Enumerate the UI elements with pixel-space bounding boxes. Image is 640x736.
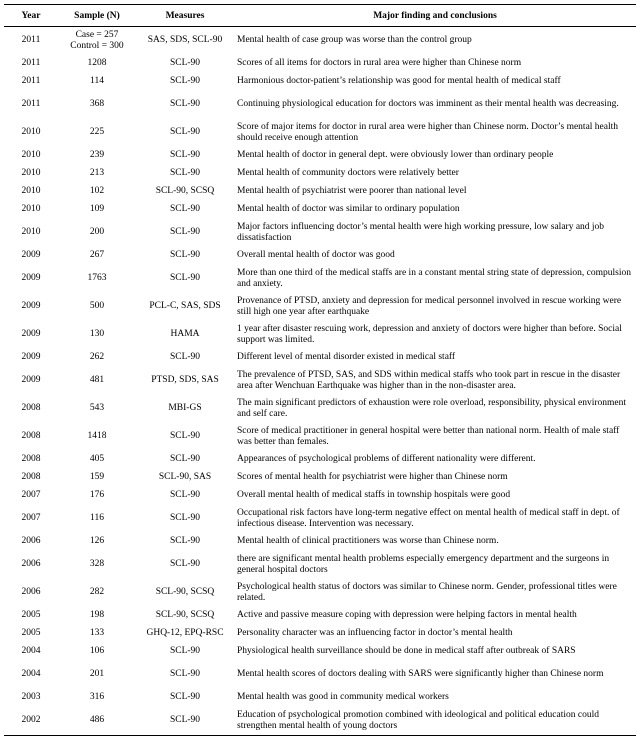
cell-year: 2002 bbox=[4, 707, 58, 736]
cell-year: 2009 bbox=[21, 301, 41, 312]
cell-sample: Case = 257 Control = 300 bbox=[70, 29, 124, 51]
cell-measures: SAS, SDS, SCL-90 bbox=[147, 35, 223, 46]
table-row bbox=[4, 451, 636, 469]
cell-sample: 239 bbox=[89, 150, 105, 161]
table-row bbox=[4, 533, 636, 551]
cell-sample: 1208 bbox=[87, 58, 107, 69]
cell-measures: PTSD, SDS, SAS bbox=[151, 375, 219, 386]
cell-year: 2009 bbox=[21, 329, 41, 340]
table-row bbox=[4, 661, 636, 689]
table-row bbox=[4, 183, 636, 201]
cell-finding: The prevalence of PTSD, SAS, and SDS within medical staffs who took part in rescue in the disaster area after Wenchuan Earthquake was higher than in the non-disaster area. bbox=[237, 369, 621, 391]
cell-finding: Occupational risk factors have long-term negative effect on mental health of medical staff in dept. of infectious disease. Intervention was necessary. bbox=[237, 507, 620, 529]
table-row bbox=[4, 293, 636, 321]
cell-finding: Major factors influencing doctor’s mental health were high working pressure, low salary and job dissatisfaction bbox=[237, 221, 605, 243]
cell-finding: Different level of mental disorder existed in medical staff bbox=[237, 352, 456, 363]
cell-finding: Personality character was an influencing factor in doctor’s mental health bbox=[237, 628, 513, 639]
cell-year: 2008 bbox=[21, 403, 41, 414]
table-row bbox=[4, 423, 636, 451]
cell-year: 2005 bbox=[21, 628, 41, 639]
cell-sample: 267 bbox=[89, 250, 105, 261]
cell-finding: Provenance of PTSD, anxiety and depression for medical personnel involved in rescue working were still high one year after earthquake bbox=[237, 295, 622, 317]
table-row bbox=[4, 689, 636, 707]
cell-sample: 213 bbox=[89, 168, 105, 179]
table-row bbox=[4, 579, 636, 607]
cell-year: 2008 bbox=[21, 472, 41, 483]
cell-measures: SCL-90, SCSQ bbox=[155, 186, 215, 197]
cell-sample: 481 bbox=[89, 375, 105, 386]
table-row bbox=[4, 625, 636, 643]
cell-finding: Scores of mental health for psychiatrist were higher than Chinese norm bbox=[237, 472, 508, 483]
cell-measures: SCL-90 bbox=[169, 58, 201, 69]
cell-sample: 500 bbox=[89, 301, 105, 312]
cell-finding: Mental health of psychiatrist were poorer than national level bbox=[237, 186, 467, 197]
cell-sample: 486 bbox=[58, 707, 136, 736]
cell-sample: 130 bbox=[89, 329, 105, 340]
table-header bbox=[4, 5, 636, 27]
cell-year: 2011 bbox=[21, 76, 41, 87]
table-row bbox=[4, 165, 636, 183]
cell-sample: 1763 bbox=[87, 273, 107, 284]
cell-year: 2010 bbox=[21, 186, 41, 197]
cell-year: 2003 bbox=[21, 692, 41, 703]
cell-sample: 1418 bbox=[87, 431, 107, 442]
table-body bbox=[4, 27, 636, 736]
table-row bbox=[4, 91, 636, 119]
cell-sample: 133 bbox=[89, 628, 105, 639]
cell-sample: 126 bbox=[89, 536, 105, 547]
table-row bbox=[4, 73, 636, 91]
cell-measures: SCL-90 bbox=[169, 431, 201, 442]
cell-sample: 201 bbox=[89, 669, 105, 680]
table-row bbox=[4, 265, 636, 293]
table-row bbox=[4, 551, 636, 579]
cell-sample: 328 bbox=[89, 559, 105, 570]
cell-finding: Mental health of case group was worse than the control group bbox=[237, 35, 472, 46]
cell-year: 2010 bbox=[21, 227, 41, 238]
header-year: Year bbox=[4, 5, 58, 27]
cell-year: 2004 bbox=[21, 669, 41, 680]
cell-measures: SCL-90 bbox=[169, 646, 201, 657]
cell-year: 2005 bbox=[21, 610, 41, 621]
cell-sample: 225 bbox=[89, 127, 105, 138]
cell-year: 2007 bbox=[21, 513, 41, 524]
table-row bbox=[4, 247, 636, 265]
cell-year: 2008 bbox=[21, 454, 41, 465]
cell-year: 2010 bbox=[21, 204, 41, 215]
cell-measures: SCL-90 bbox=[169, 669, 201, 680]
cell-finding: Scores of all items for doctors in rural area were higher than Chinese norm bbox=[237, 58, 522, 69]
cell-finding: Mental health of doctor in general dept. were obviously lower than ordinary people bbox=[237, 150, 554, 161]
cell-finding: The main significant predictors of exhaustion were role overload, responsibility, physical environment and self care. bbox=[237, 397, 627, 419]
cell-sample: 159 bbox=[89, 472, 105, 483]
cell-sample: 543 bbox=[89, 403, 105, 414]
cell-sample: 102 bbox=[89, 186, 105, 197]
cell-measures: SCL-90 bbox=[169, 352, 201, 363]
cell-measures: HAMA bbox=[170, 329, 200, 340]
table-row bbox=[4, 55, 636, 73]
cell-measures: SCL-90, SCSQ bbox=[155, 610, 215, 621]
cell-measures: SCL-90 bbox=[169, 490, 201, 501]
table-row bbox=[4, 147, 636, 165]
cell-year: 2008 bbox=[21, 431, 41, 442]
table-row bbox=[4, 469, 636, 487]
cell-measures: SCL-90 bbox=[169, 273, 201, 284]
cell-measures: GHQ-12, EPQ-RSC bbox=[146, 628, 224, 639]
cell-year: 2010 bbox=[21, 168, 41, 179]
cell-finding: 1 year after disaster rescuing work, depression and anxiety of doctors were higher than before. Social support was limited. bbox=[237, 323, 622, 345]
cell-year: 2004 bbox=[21, 646, 41, 657]
cell-measures: SCL-90, SAS bbox=[158, 472, 212, 483]
cell-year: 2011 bbox=[21, 99, 41, 110]
cell-measures: SCL-90 bbox=[169, 227, 201, 238]
cell-year: 2006 bbox=[21, 559, 41, 570]
cell-year: 2009 bbox=[21, 352, 41, 363]
table-row bbox=[4, 395, 636, 423]
cell-sample: 114 bbox=[90, 76, 104, 87]
cell-sample: 106 bbox=[89, 646, 105, 657]
header-sample: Sample (N) bbox=[58, 5, 136, 27]
cell-measures: SCL-90 bbox=[169, 536, 201, 547]
cell-measures: SCL-90 bbox=[169, 204, 201, 215]
cell-measures: SCL-90 bbox=[169, 150, 201, 161]
cell-measures: SCL-90, SCSQ bbox=[155, 587, 215, 598]
table-row bbox=[4, 367, 636, 395]
cell-finding: More than one third of the medical staffs are in a constant mental string state of depression, compulsion and anxiety. bbox=[237, 267, 631, 289]
cell-year: 2009 bbox=[21, 250, 41, 261]
cell-finding: Physiological health surveillance should be done in medical staff after outbreak of SARS bbox=[237, 646, 576, 657]
cell-finding: there are significant mental health problems especially emergency department and the surgeons in general hospital doctors bbox=[237, 553, 610, 575]
table-row bbox=[4, 219, 636, 247]
cell-year: 2010 bbox=[21, 150, 41, 161]
cell-year: 2009 bbox=[21, 273, 41, 284]
cell-sample: 200 bbox=[89, 227, 105, 238]
cell-measures: SCL-90 bbox=[169, 559, 201, 570]
cell-finding: Psychological health status of doctors was similar to Chinese norm. Gender, professional titles were related. bbox=[237, 581, 617, 603]
cell-finding: Mental health of doctor was similar to ordinary population bbox=[237, 204, 460, 215]
cell-sample: 405 bbox=[89, 454, 105, 465]
cell-sample: 176 bbox=[89, 490, 105, 501]
header-finding: Major finding and conclusions bbox=[234, 5, 636, 27]
cell-measures: MBI-GS bbox=[168, 403, 202, 414]
cell-finding: Overall mental health of doctor was good bbox=[237, 250, 395, 261]
cell-sample: 116 bbox=[90, 513, 104, 524]
cell-sample: 368 bbox=[89, 99, 105, 110]
table-row bbox=[4, 707, 636, 736]
table-row bbox=[4, 119, 636, 147]
cell-sample: 282 bbox=[89, 587, 105, 598]
cell-finding: Mental health of community doctors were relatively better bbox=[237, 168, 459, 179]
table-row bbox=[4, 27, 636, 56]
header-measures: Measures bbox=[136, 5, 234, 27]
cell-year: 2009 bbox=[21, 375, 41, 386]
header-row bbox=[4, 5, 636, 27]
cell-finding: Active and passive measure coping with depression were helping factors in mental health bbox=[237, 610, 577, 621]
cell-year: 2007 bbox=[21, 490, 41, 501]
cell-sample: 109 bbox=[89, 204, 105, 215]
cell-year: 2006 bbox=[21, 587, 41, 598]
cell-finding: Score of medical practitioner in general hospital were better than national norm. Health of male staff was better than females. bbox=[237, 425, 620, 447]
cell-measures: SCL-90 bbox=[169, 513, 201, 524]
cell-finding: Mental health of clinical practitioners was worse than Chinese norm. bbox=[237, 536, 499, 547]
table-row bbox=[4, 643, 636, 661]
cell-year: 2011 bbox=[21, 35, 41, 46]
cell-measures: SCL-90 bbox=[169, 454, 201, 465]
cell-measures: SCL-90 bbox=[136, 707, 234, 736]
cell-finding: Mental health was good in community medical workers bbox=[237, 692, 449, 703]
cell-sample: 262 bbox=[89, 352, 105, 363]
cell-measures: SCL-90 bbox=[169, 692, 201, 703]
table-row bbox=[4, 487, 636, 505]
cell-year: 2011 bbox=[21, 58, 41, 69]
cell-finding: Mental health scores of doctors dealing with SARS were significantly higher than Chinese norm bbox=[237, 669, 604, 680]
cell-measures: PCL-C, SAS, SDS bbox=[149, 301, 221, 312]
cell-finding: Appearances of psychological problems of different nationality were different. bbox=[237, 454, 536, 465]
studies-table bbox=[4, 4, 636, 736]
table-row bbox=[4, 607, 636, 625]
cell-measures: SCL-90 bbox=[169, 168, 201, 179]
cell-finding: Score of major items for doctor in rural area were higher than Chinese norm. Doctor’s mental health should receive enough attention bbox=[237, 121, 619, 143]
cell-measures: SCL-90 bbox=[169, 76, 201, 87]
cell-year: 2006 bbox=[21, 536, 41, 547]
cell-sample: 316 bbox=[89, 692, 105, 703]
table-row bbox=[4, 321, 636, 349]
table-row bbox=[4, 505, 636, 533]
cell-measures: SCL-90 bbox=[169, 127, 201, 138]
cell-measures: SCL-90 bbox=[169, 99, 201, 110]
cell-finding: Overall mental health of medical staffs in township hospitals were good bbox=[237, 490, 511, 501]
cell-sample: 198 bbox=[89, 610, 105, 621]
table-row bbox=[4, 201, 636, 219]
cell-finding: Harmonious doctor-patient’s relationship was good for mental health of medical staff bbox=[237, 76, 561, 87]
cell-measures: SCL-90 bbox=[169, 250, 201, 261]
cell-year: 2010 bbox=[21, 127, 41, 138]
table-row bbox=[4, 349, 636, 367]
cell-finding: Education of psychological promotion combined with ideological and political education could strengthen mental health of young doctors bbox=[234, 707, 636, 736]
cell-finding: Continuing physiological education for doctors was imminent as their mental health was decreasing. bbox=[237, 99, 619, 110]
